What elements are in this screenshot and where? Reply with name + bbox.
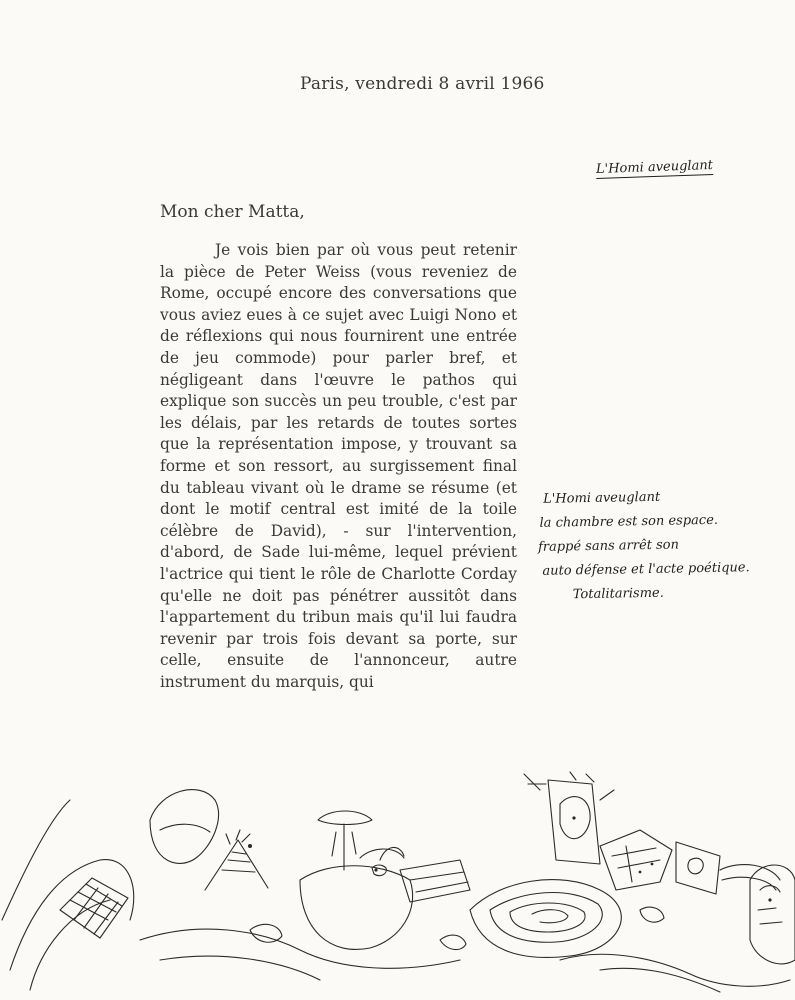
salutation: Mon cher Matta, <box>160 202 305 222</box>
dateline: Paris, vendredi 8 avril 1966 <box>300 74 545 94</box>
margin-note-line: Totalitarisme. <box>572 585 664 603</box>
ink-sketch-illustration <box>0 760 795 1000</box>
handwritten-title-note: L'Homi aveuglant <box>595 157 714 178</box>
margin-note-line: la chambre est son espace. <box>539 512 719 531</box>
handwritten-margin-note <box>537 484 750 608</box>
margin-note-line: L'Homi aveuglant <box>543 489 661 507</box>
letter-body-text: Je vois bien par où vous peut retenir la pièce de Peter Weiss (vous reveniez de Rome, occupé encore des conversations que vous aviez eues à ce sujet avec Luigi Nono et de réflexions qui nous fournirent une entrée de jeu commode) pour parler bref, et négligeant dans l'œuvre le pathos qui explique son succès un peu trouble, c'est par les délais, par les retards de toutes sortes que la représentation impose, y trouvant sa forme et son ressort, au surgissement final du tableau vivant où le drame se résume (et dont le motif central est imité de la toile célèbre de David), - sur l'intervention, d'abord, de Sade lui-même, lequel prévient l'actrice qui tient le rôle de Charlotte Corday qu'elle ne doit pas pénétrer aussitôt dans l'appartement du tribun mais qu'il lui faudra revenir par trois fois devant sa porte, sur celle, ensuite de l'annonceur, autre instrument du marquis, qui <box>160 241 517 691</box>
margin-note-line: frappé sans arrêt son <box>537 537 680 555</box>
margin-note-line: auto défense et l'acte poétique. <box>542 560 750 579</box>
